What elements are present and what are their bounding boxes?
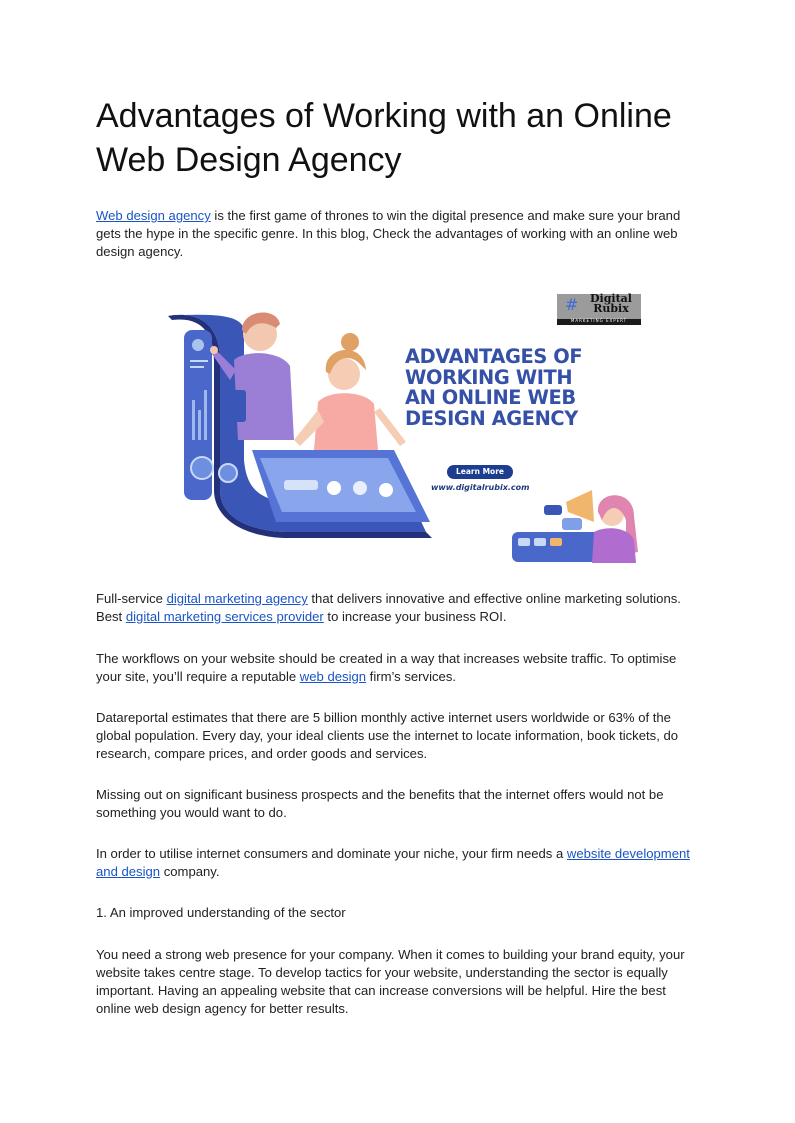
banner-headline-line: WORKING WITH (405, 365, 573, 389)
banner-headline-line: AN ONLINE WEB (405, 386, 576, 409)
paragraph-web-presence: You need a strong web presence for your company. When it comes to building your brand equity, your website takes centre stage. To develop tactics for your website, understanding the sector is equally important. Having an appealing website that can increase conversions will be helpful. Hire the best online web design agency for better results. (96, 947, 685, 1016)
text-segment: that delivers innovative and effective online marketing solutions. Best (96, 591, 681, 624)
text-segment: company. (160, 864, 220, 879)
brand-logo (557, 294, 641, 319)
page-title: Advantages of Working with an Online Web Design Agency (96, 97, 672, 179)
paragraph-services (96, 590, 702, 626)
website-development-link[interactable]: website development and design (96, 846, 690, 879)
text-segment: firm’s services. (366, 669, 457, 684)
banner-url: www.digitalrubix.com (431, 483, 530, 492)
megaphone-icon (566, 490, 594, 522)
brand-tagline-bar (557, 319, 641, 325)
paragraph-workflows (96, 650, 702, 686)
banner-headline-line: DESIGN AGENCY (405, 406, 578, 430)
web-design-agency-link[interactable]: Web design agency (96, 208, 211, 223)
intro-text: is the first game of thrones to win the digital presence and make sure your brand gets the hype in the specific genre. In this blog, Check the advantages of working with an online web design agency. (96, 208, 681, 259)
brand-tagline: MARKETING EXPERT (570, 318, 628, 323)
banner-headline (405, 347, 635, 429)
hash-icon: # (565, 295, 579, 314)
text-segment: The workflows on your website should be created in a way that increases website traffic. To optimise your site, you’ll require a reputable (96, 651, 677, 684)
paragraph-datareportal: Datareportal estimates that there are 5 billion monthly active internet users worldwide or 63% of the global population. Every day, your ideal clients use the internet to locate information, book tickets, do research, compare prices, and order goods and services. (96, 710, 679, 761)
paragraph-utilise (96, 845, 702, 881)
web-design-link[interactable]: web design (299, 669, 367, 684)
text-segment: to increase your business ROI. (323, 609, 507, 624)
paragraph-missing-out: Missing out on significant business prospects and the benefits that the internet offers would not be something you would want to do. (96, 787, 664, 820)
digital-marketing-agency-link[interactable]: digital marketing agency (166, 591, 308, 606)
digital-marketing-services-link[interactable]: digital marketing services provider (125, 609, 324, 624)
banner-headline-line: ADVANTAGES OF (405, 345, 583, 368)
section-heading: 1. An improved understanding of the sector (96, 905, 346, 920)
banner-image (164, 290, 642, 563)
intro-paragraph (96, 207, 702, 261)
learn-more-button[interactable]: Learn More (447, 465, 513, 479)
text-segment: In order to utilise internet consumers and dominate your niche, your firm needs a (96, 846, 567, 861)
brand-name: Digital Rubix (590, 292, 632, 315)
text-segment: Full-service (96, 591, 167, 606)
